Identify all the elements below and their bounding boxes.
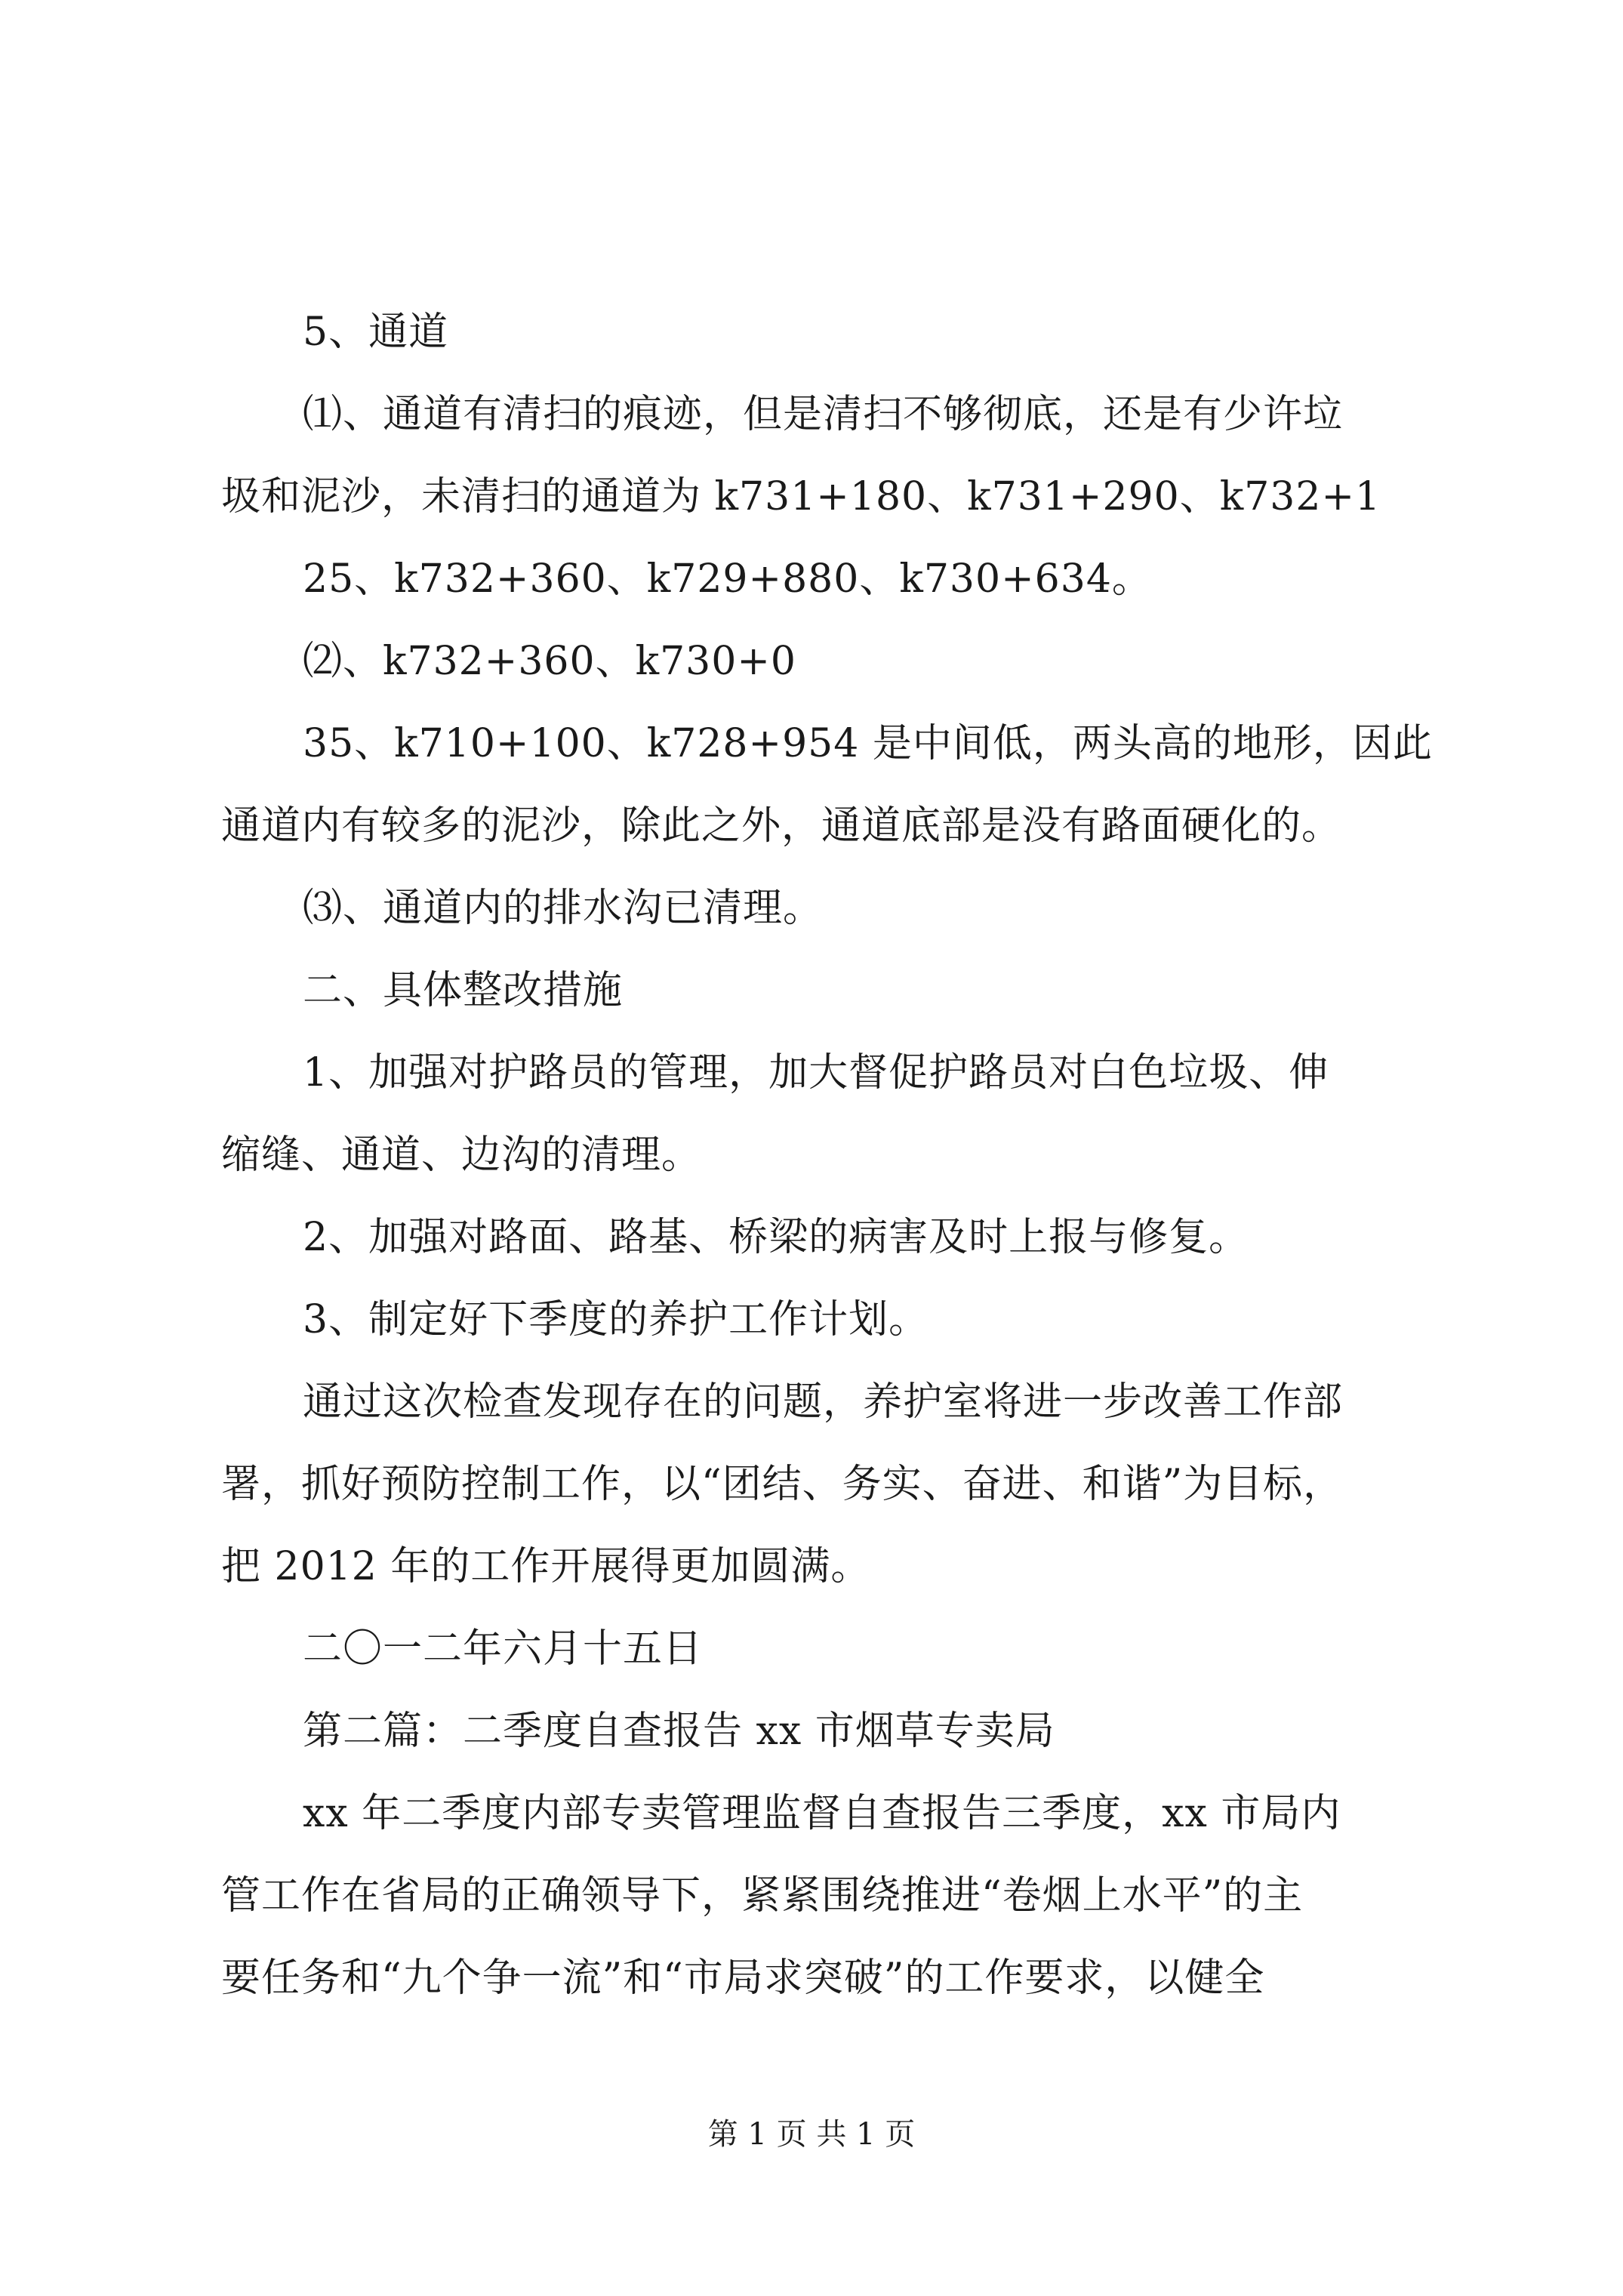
text-line: 署，抓好预防控制工作，以“团结、务实、奋进、和谐”为目标， [221, 1462, 1344, 1507]
text-line: 1、加强对护路员的管理，加大督促护路员对白色垃圾、伸 [303, 1050, 1329, 1096]
text-line: 缩缝、通道、边沟的清理。 [221, 1133, 702, 1178]
text-line: 圾和泥沙，未清扫的通道为 k731+180、k731+290、k732+1 [221, 474, 1381, 519]
text-line: xx 年二季度内部专卖管理监督自查报告三季度，xx 市局内 [303, 1791, 1341, 1836]
text-line: 通道内有较多的泥沙，除此之外，通道底部是没有路面硬化的。 [221, 803, 1342, 849]
section-heading: 二、具体整改措施 [303, 968, 624, 1013]
text-line: ⑶、通道内的排水沟已清理。 [303, 886, 824, 931]
date-line: 二〇一二年六月十五日 [303, 1626, 704, 1672]
page-number-label: 第 1 页 共 1 页 [707, 2117, 916, 2152]
text-line: ⑵、k732+360、k730+0 [303, 639, 797, 684]
page-footer [0, 2116, 1623, 2153]
text-line: ⑴、通道有清扫的痕迹，但是清扫不够彻底，还是有少许垃 [303, 392, 1344, 437]
text-line: 35、k710+100、k728+954 是中间低，两头高的地形，因此 [303, 721, 1433, 766]
text-line: 通过这次检查发现存在的问题，养护室将进一步改善工作部 [303, 1379, 1344, 1425]
text-line: 25、k732+360、k729+880、k730+634。 [303, 556, 1152, 602]
text-line: 5、通道 [303, 310, 449, 355]
text-line: 2、加强对路面、路基、桥梁的病害及时上报与修复。 [303, 1215, 1249, 1260]
text-line: 要任务和“九个争一流”和“市局求突破”的工作要求，以健全 [221, 1955, 1265, 2001]
text-line: 3、制定好下季度的养护工作计划。 [303, 1297, 929, 1342]
section-title: 第二篇：二季度自查报告 xx 市烟草专卖局 [303, 1709, 1055, 1754]
text-line: 管工作在省局的正确领导下，紧紧围绕推进“卷烟上水平”的主 [221, 1873, 1304, 1918]
text-line: 把 2012 年的工作开展得更加圆满。 [221, 1544, 871, 1589]
